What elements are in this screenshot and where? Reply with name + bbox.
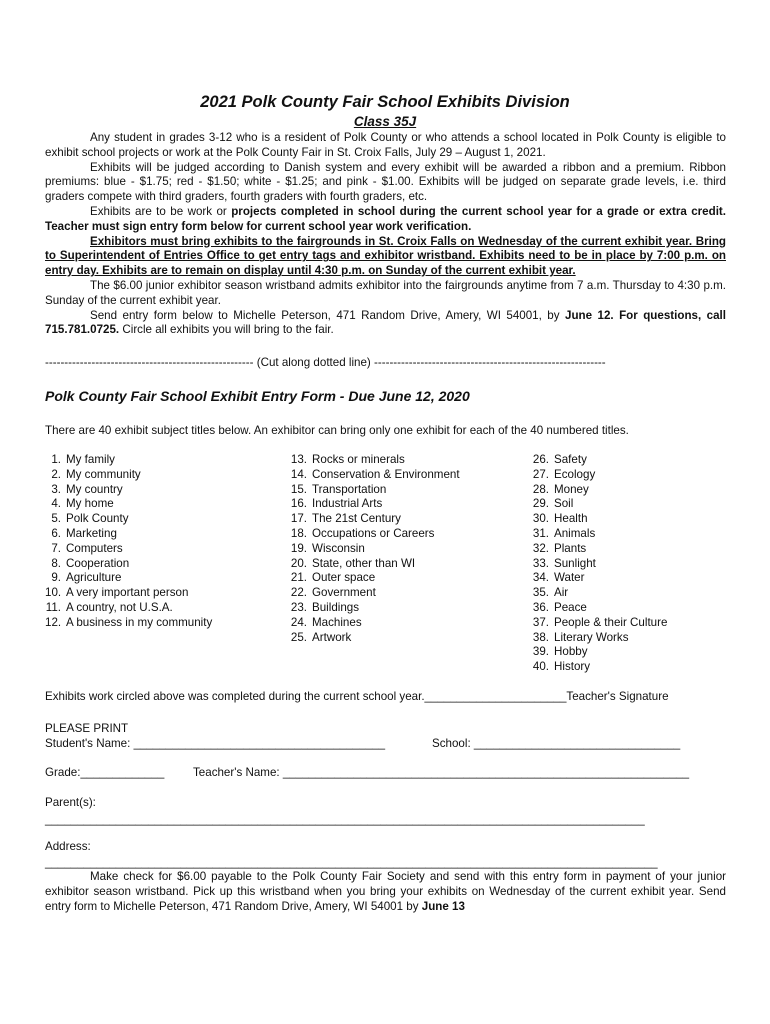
address-field[interactable]: _______________________________________________________________________________________________ — [45, 856, 658, 869]
subject-item[interactable] — [45, 483, 212, 498]
subject-item[interactable] — [45, 616, 212, 631]
subject-number: 12. — [45, 615, 62, 629]
subject-title: Rocks or minerals — [312, 453, 405, 466]
subject-title: Agriculture — [66, 571, 122, 585]
subject-number: 11. — [45, 600, 61, 614]
subject-title: Industrial Arts — [312, 497, 383, 511]
subject-item[interactable] — [527, 586, 667, 601]
subject-number: 14. — [290, 467, 307, 481]
subject-number: 21. — [290, 571, 307, 585]
subject-number: 29. — [532, 497, 549, 511]
subjects-column-1 — [45, 453, 212, 631]
subject-number: 38. — [532, 630, 549, 644]
subject-title: My country — [66, 482, 123, 496]
subject-item[interactable] — [45, 453, 212, 468]
subject-number: 23. — [290, 600, 307, 614]
subject-item[interactable] — [285, 542, 460, 557]
subject-number: 24. — [290, 615, 307, 629]
subject-title: Occupations or Careers — [312, 526, 435, 540]
subjects-column-3 — [527, 453, 667, 675]
parents-label: Parent(s): — [45, 796, 96, 809]
subject-title: A business in my community — [66, 615, 213, 629]
cut-line: ------------------------------------------------------ (Cut along dotted line) ------------------------------------------------------------ — [45, 356, 606, 369]
subject-number: 15. — [290, 482, 307, 496]
subject-title: Marketing — [66, 526, 117, 540]
subject-item[interactable] — [527, 660, 667, 675]
subject-item[interactable] — [285, 468, 460, 483]
subject-number: 36. — [532, 600, 549, 614]
bring-exhibits-paragraph: Exhibitors must bring exhibits to the fairgrounds in St. Croix Falls on Wednesday of the current exhibit year. Bring to Superintendent of Entries Office to get entry tags and exhibitor wristband. Exhibits need to be in place by 7:00 p.m. on entry day. Exhibits are to remain on display until 4:30 p.m. on Sunday of the current exhibit year. — [45, 234, 726, 278]
subject-number: 8. — [51, 556, 61, 570]
wristband-paragraph: The $6.00 junior exhibitor season wristband admits exhibitor into the fairgrounds anytime from 7 a.m. Thursday to 4:30 p.m. Sunday of the current exhibit year. — [45, 278, 726, 307]
subject-number: 28. — [532, 482, 549, 496]
subject-number: 35. — [532, 586, 549, 600]
subject-title: People & their Culture — [554, 615, 668, 629]
subject-number: 39. — [532, 645, 549, 659]
subject-number: 26. — [532, 453, 549, 466]
subject-number: 1. — [51, 453, 61, 466]
payment-text: Make check for $6.00 payable to the Polk County Fair Society and send with this entry form in payment of your junior exhibitor season wristband. Pick up this wristband when you bring your exhibits on Wednesday of the current exhibit year. Send entry form to Michelle Peterson, 471 Random Drive, Amery, WI 54001 by — [45, 870, 726, 913]
subject-item[interactable] — [527, 527, 667, 542]
address-label: Address: — [45, 840, 91, 853]
subject-number: 16. — [290, 497, 307, 511]
subject-number: 10. — [45, 586, 62, 600]
subject-item[interactable] — [285, 497, 460, 512]
subject-number: 17. — [290, 512, 307, 526]
subject-item[interactable] — [45, 557, 212, 572]
subject-title: State, other than WI — [312, 556, 416, 570]
subject-title: Literary Works — [554, 630, 629, 644]
subject-item[interactable] — [285, 512, 460, 527]
school-field[interactable]: School: ________________________________ — [432, 737, 681, 750]
subject-title: My family — [66, 453, 115, 466]
subject-number: 25. — [290, 630, 307, 644]
subject-item[interactable] — [527, 468, 667, 483]
subject-title: Machines — [312, 615, 362, 629]
subject-item[interactable] — [527, 645, 667, 660]
teacher-name-field[interactable]: Teacher's Name: _______________________________________________________________ — [193, 766, 690, 779]
deadline-contact: June 12. For questions, call 715.781.0725. — [45, 308, 726, 337]
subject-item[interactable] — [285, 483, 460, 498]
subject-number: 32. — [532, 541, 549, 555]
subject-title: Wisconsin — [312, 541, 365, 555]
student-name-field[interactable]: Student's Name: _______________________________________ — [45, 737, 386, 750]
subject-title: My community — [66, 467, 141, 481]
subject-title: Air — [554, 586, 569, 600]
subject-item[interactable] — [285, 557, 460, 572]
subject-title: Plants — [554, 541, 587, 555]
subject-item[interactable] — [527, 512, 667, 527]
subject-number: 40. — [532, 660, 549, 674]
subject-item[interactable] — [527, 571, 667, 586]
subject-number: 9. — [51, 571, 61, 585]
subject-title: Soil — [554, 497, 574, 511]
subject-title: Safety — [554, 453, 587, 466]
subject-number: 31. — [532, 526, 549, 540]
subject-item[interactable] — [45, 586, 212, 601]
subject-title: Health — [554, 512, 588, 526]
subject-title: Artwork — [312, 630, 352, 644]
subject-item[interactable] — [527, 601, 667, 616]
subject-title: A very important person — [66, 586, 189, 600]
subject-title: Peace — [554, 600, 587, 614]
subject-number: 22. — [290, 586, 307, 600]
subject-item[interactable] — [527, 483, 667, 498]
send-entry-paragraph — [45, 309, 726, 339]
subject-number: 5. — [51, 512, 61, 526]
subject-number: 20. — [290, 556, 307, 570]
subject-item[interactable] — [285, 616, 460, 631]
subject-item[interactable] — [527, 631, 667, 646]
subject-title: Animals — [554, 526, 596, 540]
subject-number: 13. — [290, 453, 307, 466]
subject-title: Water — [554, 571, 585, 585]
subject-title: A country, not U.S.A. — [66, 600, 173, 614]
entry-form-intro: There are 40 exhibit subject titles below. An exhibitor can bring only one exhibit for each of the 40 numbered titles. — [45, 424, 629, 437]
subject-item[interactable] — [45, 601, 212, 616]
class-label: Class 35J — [353, 114, 417, 129]
subject-number: 7. — [51, 541, 61, 555]
subject-item[interactable] — [45, 497, 212, 512]
payment-instructions — [45, 870, 726, 914]
subject-title: Cooperation — [66, 556, 130, 570]
work-bold-text: projects completed in school during the current school year for a grade or extra credit. Teacher must sign entry form below for current school year work verification. — [45, 204, 726, 233]
page-title: 2021 Polk County Fair School Exhibits Division — [200, 93, 570, 111]
work-text: Exhibits are to be work or — [90, 204, 232, 218]
subject-title: The 21st Century — [312, 512, 401, 526]
circle-text: Circle all exhibits you will bring to the fair. — [119, 323, 334, 337]
subject-title: Polk County — [66, 512, 129, 526]
subject-title: Ecology — [554, 467, 596, 481]
info-section — [45, 131, 726, 338]
subject-item[interactable] — [45, 512, 212, 527]
subjects-column-2 — [285, 453, 460, 645]
subject-item[interactable] — [527, 497, 667, 512]
subject-title: Sunlight — [554, 556, 596, 570]
subject-title: Money — [554, 482, 589, 496]
subject-item[interactable] — [45, 542, 212, 557]
subject-item[interactable] — [285, 453, 460, 468]
subject-item[interactable] — [527, 557, 667, 572]
subject-item[interactable] — [285, 527, 460, 542]
subject-item[interactable] — [45, 571, 212, 586]
subject-number: 2. — [51, 467, 61, 481]
subject-number: 19. — [290, 541, 307, 555]
subject-title: Buildings — [312, 600, 360, 614]
entry-form-title: Polk County Fair School Exhibit Entry Form - Due June 12, 2020 — [45, 388, 470, 404]
eligibility-paragraph: Any student in grades 3-12 who is a resident of Polk County or who attends a school located in Polk County is eligible to exhibit school projects or work at the Polk County Fair in St. Croix Falls, July 29 – August 1, 2021. — [45, 131, 726, 159]
subject-item[interactable] — [45, 527, 212, 542]
subject-number: 6. — [51, 526, 61, 540]
subject-item[interactable] — [285, 586, 460, 601]
subject-number: 4. — [51, 497, 61, 511]
send-text: Send entry form below to Michelle Peterson, 471 Random Drive, Amery, WI 54001, by — [90, 308, 566, 322]
subject-number: 18. — [290, 526, 307, 540]
subject-title: Computers — [66, 541, 123, 555]
subject-item[interactable] — [527, 453, 667, 468]
payment-deadline: June 13 — [421, 899, 465, 913]
subject-number: 33. — [532, 556, 549, 570]
subject-item[interactable] — [285, 631, 460, 646]
subject-title: Conservation & Environment — [312, 467, 460, 481]
subject-number: 37. — [532, 615, 549, 629]
teacher-signature-line[interactable]: Exhibits work circled above was completed during the current school year.______________________Teacher's Signature — [45, 690, 669, 703]
subject-title: Hobby — [554, 645, 588, 659]
subject-item[interactable] — [527, 542, 667, 557]
subject-number: 34. — [532, 571, 549, 585]
subject-title: Transportation — [312, 482, 387, 496]
subject-item[interactable] — [45, 468, 212, 483]
subject-item[interactable] — [527, 616, 667, 631]
judging-paragraph: Exhibits will be judged according to Danish system and every exhibit will be awarded a ribbon and a premium. Ribbon premiums: blue - $1.75; red - $1.50; white - $1.25; and pink - $1.00. Exhibits will be judged on separate grade levels, i.e. third graders compete with third graders, fourth graders with fourth graders, etc. — [45, 160, 726, 204]
subject-number: 3. — [51, 482, 61, 496]
subject-title: Outer space — [312, 571, 376, 585]
work-paragraph — [45, 205, 726, 235]
subject-title: History — [554, 660, 591, 674]
subject-item[interactable] — [285, 601, 460, 616]
parents-field[interactable]: _____________________________________________________________________________________________ — [45, 813, 645, 826]
subject-item[interactable] — [285, 571, 460, 586]
subject-title: Government — [312, 586, 376, 600]
subject-title: My home — [66, 497, 114, 511]
please-print-label: PLEASE PRINT — [45, 722, 129, 735]
subject-number: 27. — [532, 467, 549, 481]
subject-number: 30. — [532, 512, 549, 526]
grade-field[interactable]: Grade:_____________ — [45, 766, 165, 779]
